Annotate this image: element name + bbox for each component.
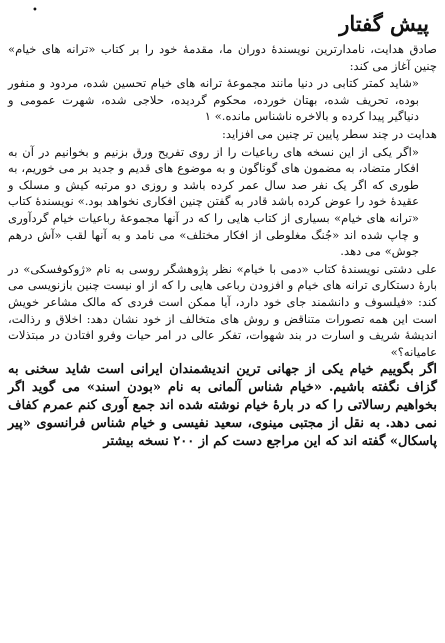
quote-hedayat-2: «اگر یکی از این نسخه های رباعیات را از روی تفریح ورق بزنیم و بخوانیم در آن به افکار متضاد، به مضمون های گوناگون و به موضوع های قدیم و جدید بر می خوریم، به طوری که اگر یک نفر صد سال عمر کرده باشد و روزی دو مرتبه کیش و مسلک و عقیدهٔ خود را عوض کرده باشد قادر به گفتن چنین افکاری نخواهد بود.» نویسندهٔ کتاب «ترانه های خیام» بسیاری از کتاب هایی را که در آنها مجموعهٔ رباعیات خیام گردآوری و چاپ شده اند «جُنگ مغلوطی از افکار مختلف» می نامد و به آنها لقب «آش درهم جوش» می دهد.: [8, 144, 419, 259]
paragraph-continuation: هدایت در چند سطر پایین تر چنین می افزاید:: [221, 127, 437, 142]
quote-hedayat-1: «شاید کمتر کتابی در دنیا مانند مجموعهٔ ترانه های خیام تحسین شده، مردود و منفور بوده، تحریف شده، بهتان خورده، محکوم گردیده، حلاجی شده، شهرت عمومی و دنیاگیر پیدا کرده و بالاخره ناشناس مانده.» ۱: [8, 76, 419, 124]
paragraph-dashti: علی دشتی نویسندهٔ کتاب «دمی با خیام» نظر پژوهشگر روسی به نام «ژوکوفسکی» در بارهٔ دستکاری ترانه های خیام و افزودن رباعی هایی را که از او نیست چنین بازنویسی می کند: «فیلسوف و دانشمند جای خود دارد، آیا ممکن است فردی که مالک مشاعر خویش است این همه تصورات متناقض و روش های متخالف از خود نشان دهد: اخلاق و رذالت، اندیشهٔ شریف و اسارت در بند شهوات، تفکر عالی در امر حیات وفرو افتادن در مبتذلات عامیانه؟»: [8, 261, 437, 359]
paragraph-khayyam-global: اگر بگوییم خیام یکی از جهانی ترین اندیشمندان ایرانی است شاید سخنی به گزاف نگفته باشیم. «خیام شناس آلمانی به نام «بودن اسند» می گوید اگر بخواهیم رسالاتی را که در بارهٔ خیام نوشته شده اند جمع آوری کنم عمرم کفاف نمی دهد. به نقل از مجتبی مینوی، سعید نفیسی و خیام شناس فرانسوی «پیر پاسکال» گفته اند که این مراجع دست کم از ۲۰۰ نسخه بیشتر: [8, 362, 437, 450]
corner-mark: •: [32, 5, 38, 16]
document-body: [8, 41, 437, 451]
paragraph-intro: صادق هدایت، نامدارترین نویسندهٔ دوران ما، مقدمهٔ خود را بر کتاب «ترانه های خیام» چنین آغاز می کند:: [8, 42, 437, 73]
page-title: پیش گفتار: [339, 11, 429, 36]
